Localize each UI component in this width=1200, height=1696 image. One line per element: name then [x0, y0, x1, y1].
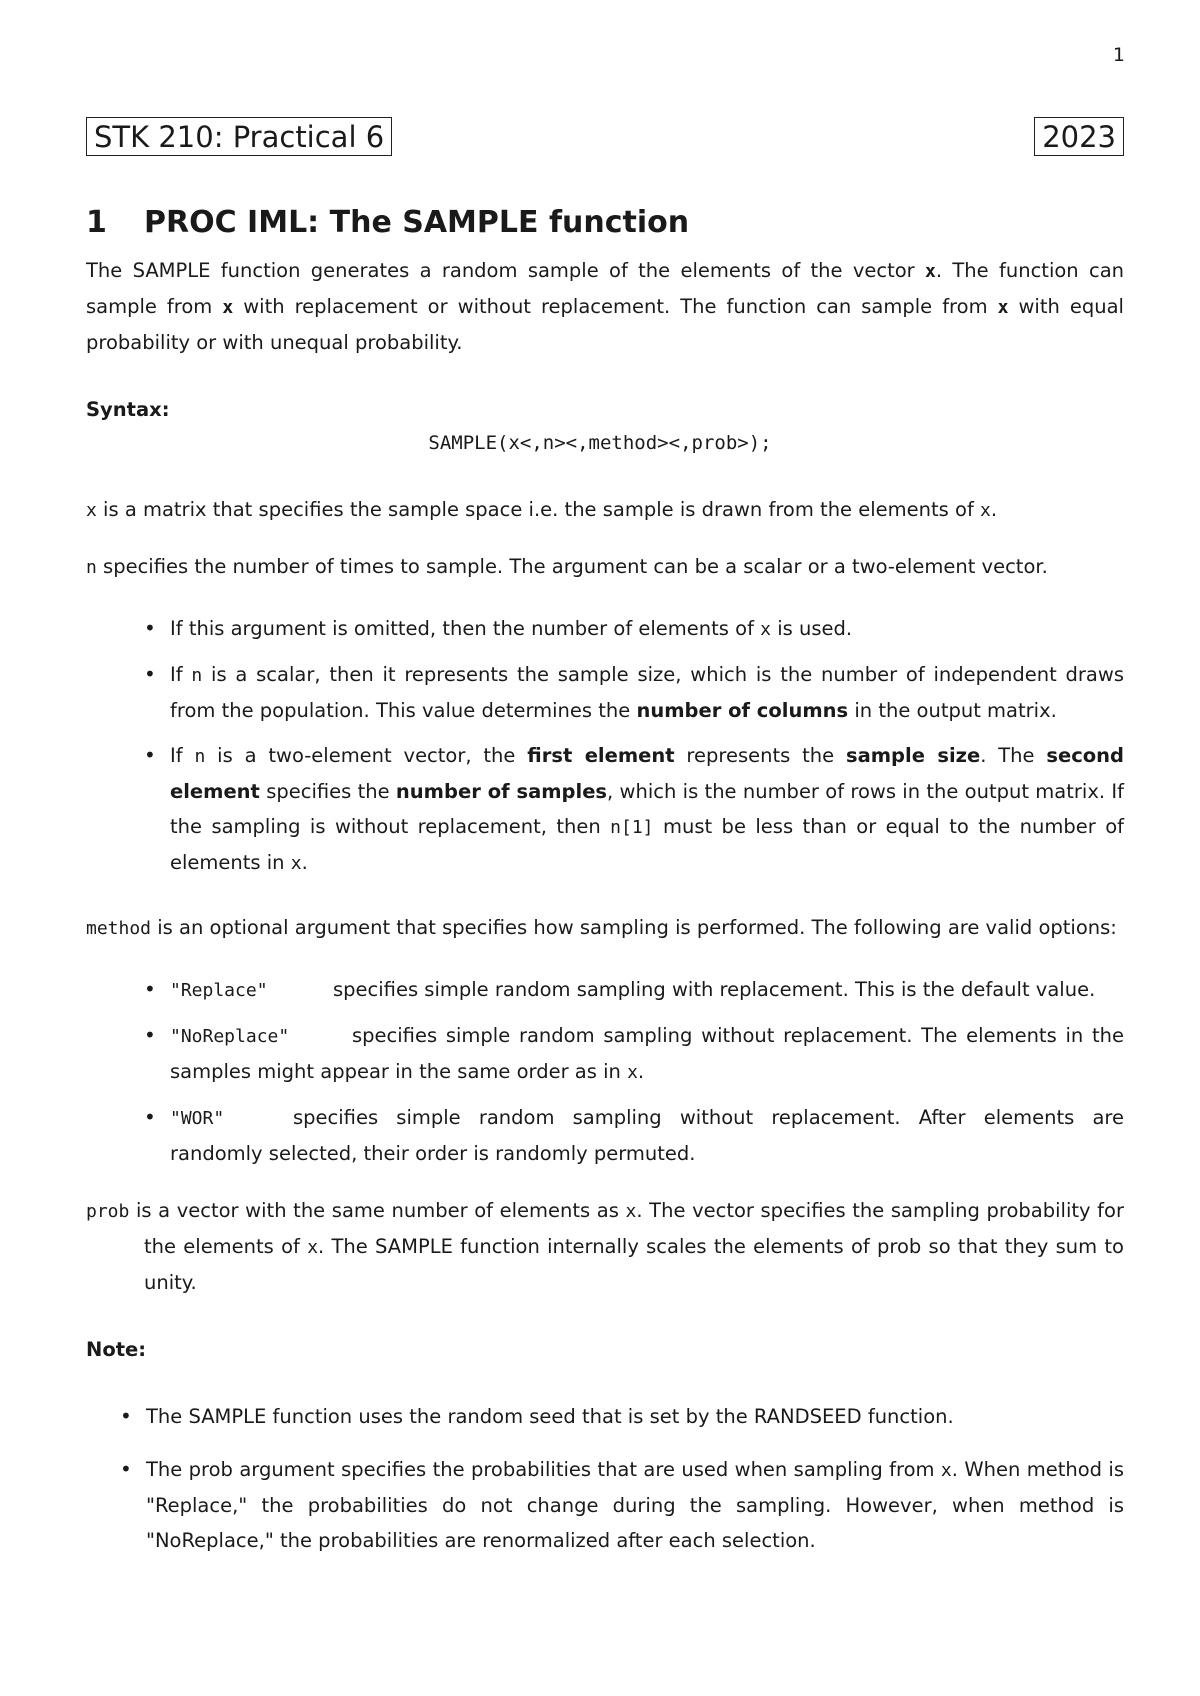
list-item: • "Replace" specifies simple random sampling with replacement. This is the default value.: [170, 972, 1124, 1008]
intro-text-1: The SAMPLE function generates a random sample of the elements of the vector: [86, 259, 926, 282]
arg-x-desc: is a matrix that specifies the sample space i.e. the sample is drawn from the elements of: [96, 498, 981, 521]
intro-var-3: x: [997, 297, 1009, 318]
syntax-code: SAMPLE(x<,n><,method><,prob>);: [428, 432, 772, 454]
intro-text-3: with replacement or without replacement. The function can sample from: [233, 295, 998, 318]
arg-x-definition: [86, 492, 1124, 528]
arg-prob-definition: prob is a vector with the same number of elements as x. The vector specifies the sampling probability for the elements of x. The SAMPLE function internally scales the elements of prob so that they sum to unity.: [86, 1199, 1124, 1294]
intro-paragraph: [86, 253, 1124, 360]
section-number: 1: [86, 205, 107, 240]
arg-x-term: x: [86, 500, 97, 521]
arg-method-term: method: [86, 918, 152, 939]
arg-method-desc: is an optional argument that specifies how sampling is performed. The following are valid options:: [151, 916, 1117, 939]
list-item: • If n is a scalar, then it represents the sample size, which is the number of independent draws from the population. This value determines the number of columns in the output matrix.: [170, 657, 1124, 728]
intro-text-2: . The function can sample from: [86, 259, 1125, 318]
list-item: • If this argument is omitted, then the number of elements of x is used.: [170, 611, 1124, 647]
arg-n-term: n: [86, 557, 97, 578]
arg-n-definition: [86, 549, 1124, 585]
list-item: • The SAMPLE function uses the random seed that is set by the RANDSEED function.: [146, 1399, 1124, 1434]
syntax-label: Syntax:: [86, 398, 170, 421]
arg-prob-term: prob: [86, 1201, 130, 1222]
section-heading: [86, 205, 689, 240]
section-title: PROC IML: The SAMPLE function: [144, 205, 690, 240]
year-header-box: 2023: [1034, 117, 1124, 156]
note-list: [146, 1399, 1124, 1576]
list-item: • "NoReplace" specifies simple random sampling without replacement. The elements in the samples might appear in the same order as in x.: [170, 1018, 1124, 1090]
course-header-box: STK 210: Practical 6: [86, 117, 392, 156]
page-number: 1: [1112, 44, 1125, 66]
list-item: • If n is a two-element vector, the first element represents the sample size. The second element specifies the number of samples, which is the number of rows in the output matrix. If the sampling is without replacement, then n[1] must be less than or equal to the number of elements in x.: [170, 738, 1124, 881]
list-item: • The prob argument specifies the probabilities that are used when sampling from x. When method is "Replace," the probabilities do not change during the sampling. However, when method is "NoReplace," the probabilities are renormalized after each selection.: [146, 1452, 1124, 1558]
note-label: Note:: [86, 1338, 147, 1361]
intro-var-1: x: [925, 261, 936, 282]
method-options-list: [170, 972, 1124, 1181]
intro-text-4: with equal probability or with unequal probability.: [86, 295, 1124, 354]
intro-var-2: x: [222, 297, 234, 318]
arg-method-definition: [86, 910, 1124, 946]
arg-n-bullets: [170, 611, 1124, 891]
arg-n-desc: specifies the number of times to sample. The argument can be a scalar or a two-element vector.: [96, 555, 1048, 578]
arg-x-var: x: [980, 500, 991, 521]
list-item: • "WOR" specifies simple random sampling without replacement. After elements are randomly selected, their order is randomly permuted.: [170, 1100, 1124, 1171]
arg-x-end: .: [990, 498, 998, 521]
